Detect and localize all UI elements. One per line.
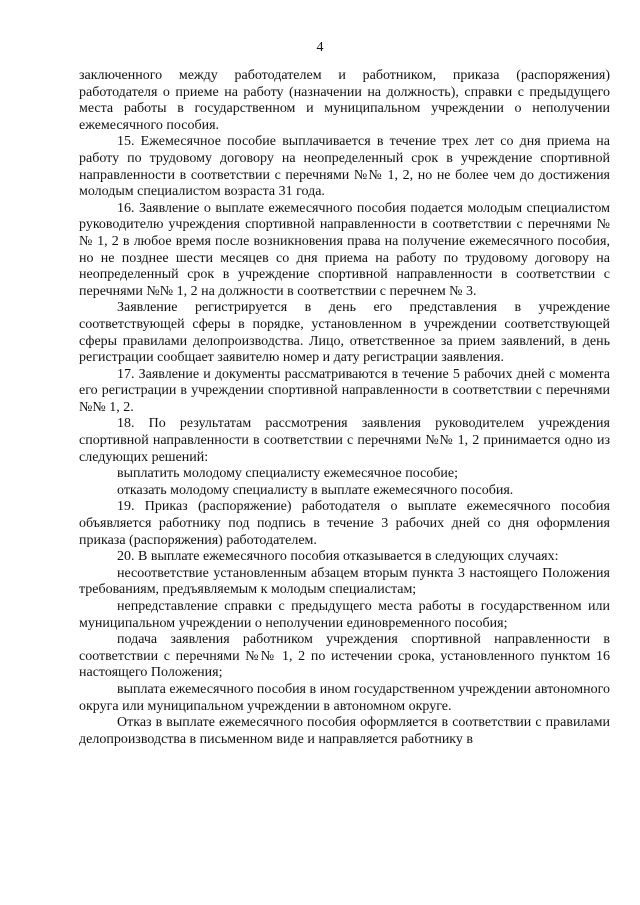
document-body xyxy=(79,68,610,748)
paragraph: заключенного между работодателем и работником, приказа (распоряжения) работодателя о приеме на работу (назначении на должность), справки с предыдущего места работы в государственном и муниципальном учреждении о неполучении ежемесячного пособия. xyxy=(79,68,610,133)
paragraph: несоответствие установленным абзацем вторым пункта 3 настоящего Положения требованиям, предъявляемым к молодым специалистам; xyxy=(79,565,610,598)
paragraph: 19. Приказ (распоряжение) работодателя о выплате ежемесячного пособия объявляется работнику под подпись в течение 3 рабочих дней со дня оформления приказа (распоряжения) работодателем. xyxy=(79,499,610,548)
paragraph: 20. В выплате ежемесячного пособия отказывается в следующих случаях: xyxy=(117,549,559,565)
paragraph: выплата ежемесячного пособия в ином государственном учреждении автономного округа или муниципальном учреждении в автономном округе. xyxy=(79,681,610,714)
paragraph: подача заявления работником учреждения спортивной направленности в соответствии с перечнями №№ 1, 2 по истечении срока, установленного пунктом 16 настоящего Положения; xyxy=(79,632,610,681)
paragraph: 18. По результатам рассмотрения заявления руководителем учреждения спортивной направленности в соответствии с перечнями №№ 1, 2 принимается одно из следующих решений: xyxy=(79,416,610,465)
paragraph: 17. Заявление и документы рассматриваются в течение 5 рабочих дней с момента его регистрации в учреждении спортивной направленности в соответствии с перечнями №№ 1, 2. xyxy=(79,366,610,415)
paragraph: выплатить молодому специалисту ежемесячное пособие; xyxy=(117,466,458,482)
paragraph: 16. Заявление о выплате ежемесячного пособия подается молодым специалистом руководителю учреждения спортивной направленности в соответствии с перечнями №№ 1, 2 в любое время после возникновения права на получение ежемесячного пособия, но не позднее шести месяцев со дня приема на работу по трудовому договору на неопределенный срок в учреждение спортивной направленности в соответствии с перечнями №№ 1, 2 на должности в соответствии с перечнем № 3. xyxy=(79,200,610,299)
page-number: 4 xyxy=(316,40,324,55)
paragraph: Заявление регистрируется в день его представления в учреждение соответствующей сферы в порядке, установленном в учреждении соответствующей сферы правилами делопроизводства. Лицо, ответственное за прием заявлений, в день регистрации сообщает заявителю номер и дату регистрации заявления. xyxy=(79,300,610,366)
paragraph: Отказ в выплате ежемесячного пособия оформляется в соответствии с правилами делопроизводства в письменном виде и направляется работнику в xyxy=(79,715,610,747)
paragraph: непредставление справки с предыдущего места работы в государственном или муниципальном учреждении о неполучении единовременного пособия; xyxy=(79,599,610,631)
paragraph: 15. Ежемесячное пособие выплачивается в течение трех лет со дня приема на работу по трудовому договору на неопределенный срок в учреждение спортивной направленности в соответствии с перечнями №№ 1, 2, но не более чем до достижения молодым специалистом возраста 31 года. xyxy=(79,134,610,200)
paragraph: отказать молодому специалисту в выплате ежемесячного пособия. xyxy=(117,482,514,498)
